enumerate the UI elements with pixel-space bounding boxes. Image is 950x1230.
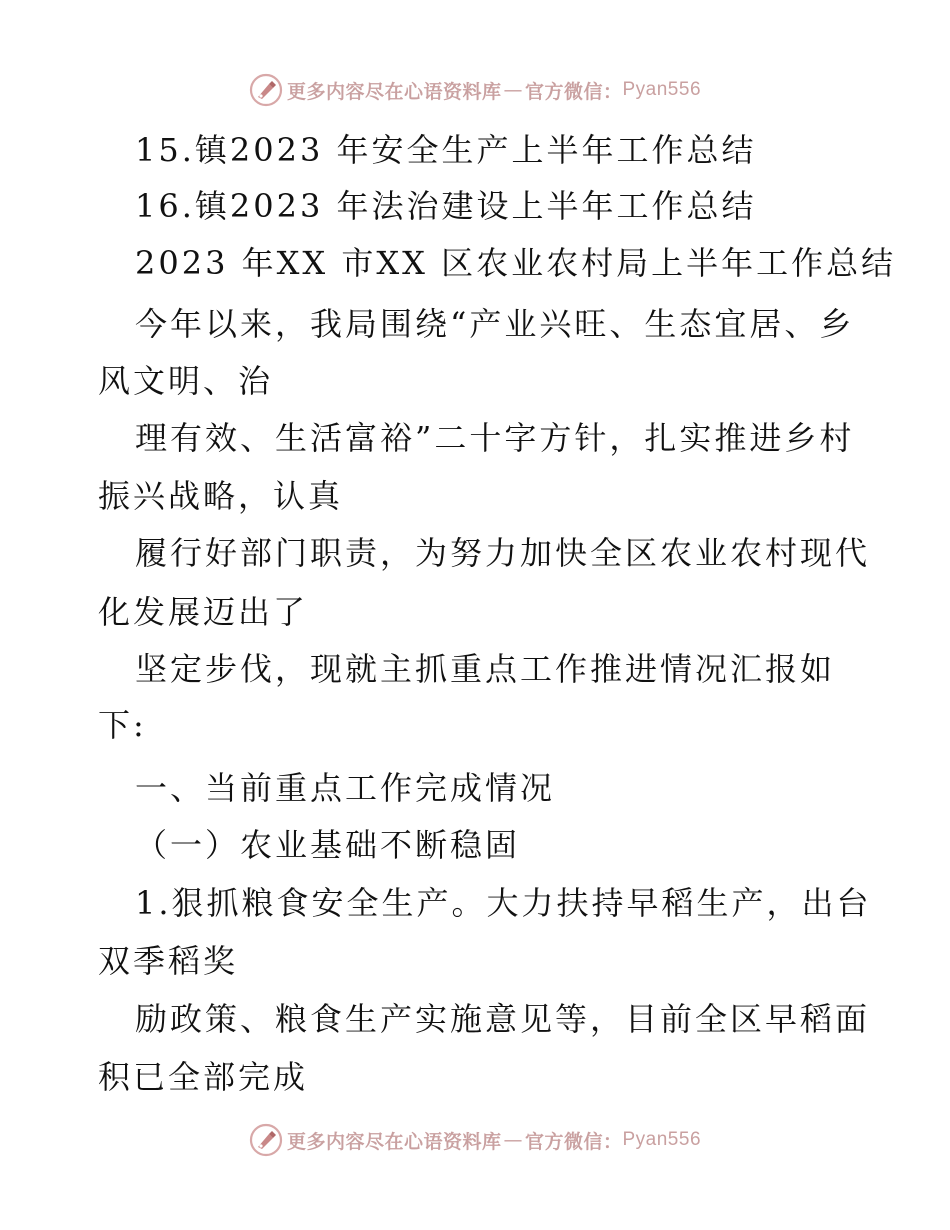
watermark-label: 官方微信： <box>524 1130 623 1153</box>
subsection-heading: （一）农业基础不断稳固 <box>135 826 521 864</box>
toc-item-16: 16.镇2023 年法治建设上半年工作总结 <box>135 187 757 225</box>
paragraph-line: 履行好部门职责，为努力加快全区农业农村现代 <box>135 534 871 572</box>
paragraph-line: 化发展迈出了 <box>98 593 309 631</box>
watermark-label: 官方微信： <box>524 80 623 103</box>
paragraph-line: 坚定步伐，现就主抓重点工作推进情况汇报如 <box>135 650 836 688</box>
pen-nib-logo-icon <box>249 1123 283 1157</box>
toc-item-15: 15.镇2023 年安全生产上半年工作总结 <box>135 131 757 169</box>
watermark-dash: — <box>503 1129 523 1151</box>
watermark-dash: — <box>503 79 523 101</box>
section-heading: 一、当前重点工作完成情况 <box>135 769 556 807</box>
watermark-account: Pyan556 <box>622 1129 702 1150</box>
pen-nib-logo-icon <box>249 73 283 107</box>
header-watermark <box>0 70 950 110</box>
watermark-text: 更多内容尽在心语资料库 <box>286 1130 502 1153</box>
watermark-account: Pyan556 <box>622 79 702 100</box>
paragraph-line: 理有效、生活富裕”二十字方针，扎实推进乡村 <box>135 419 855 457</box>
paragraph-line: 风文明、治 <box>98 362 274 400</box>
paragraph-line: 振兴战略，认真 <box>98 477 344 515</box>
paragraph-line: 双季稻奖 <box>98 942 239 980</box>
paragraph-line: 今年以来，我局围绕“产业兴旺、生态宜居、乡 <box>135 305 855 343</box>
paragraph-line: 积已全部完成 <box>98 1058 309 1096</box>
paragraph-line: 下: <box>98 706 147 744</box>
footer-watermark <box>0 1120 950 1160</box>
document-title: 2023 年XX 市XX 区农业农村局上半年工作总结 <box>135 244 897 282</box>
watermark-text: 更多内容尽在心语资料库 <box>286 80 502 103</box>
paragraph-line: 励政策、粮食生产实施意见等，目前全区早稻面 <box>135 1000 871 1038</box>
paragraph-line: 1.狠抓粮食安全生产。大力扶持早稻生产，出台 <box>135 884 872 922</box>
